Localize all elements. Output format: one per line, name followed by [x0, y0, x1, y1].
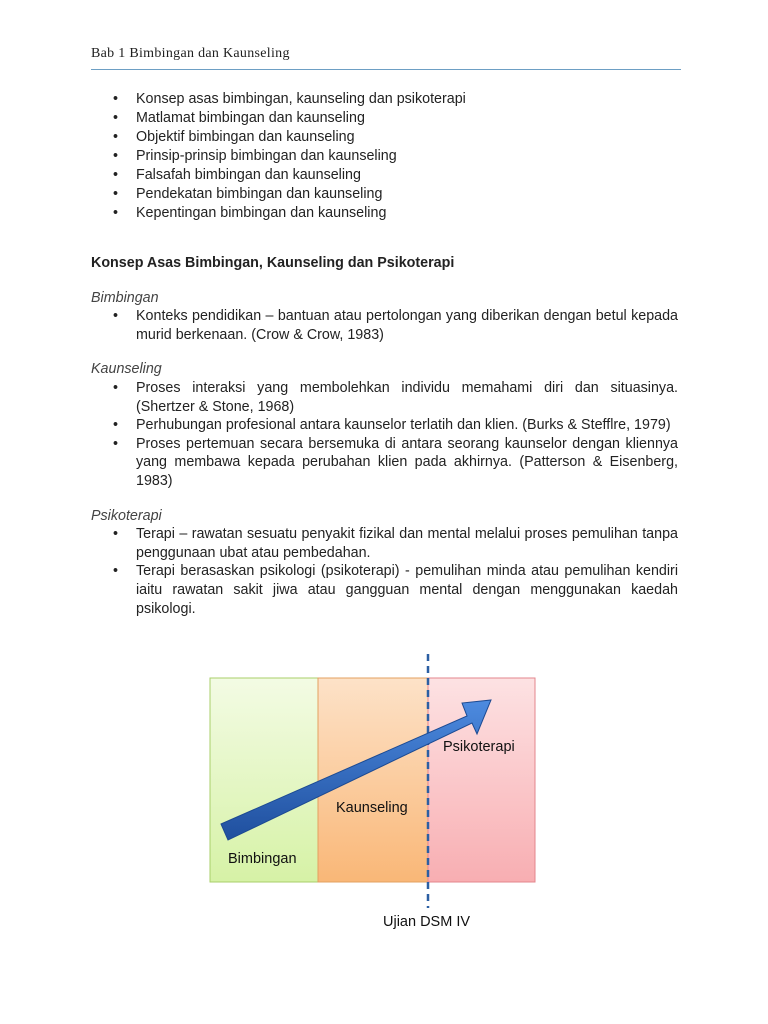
label-psikoterapi: Psikoterapi [443, 739, 515, 755]
section-title: Konsep Asas Bimbingan, Kaunseling dan Psikoterapi [91, 255, 455, 271]
subheading-psikoterapi: Psikoterapi [91, 507, 162, 524]
topic-item: • Objektif bimbingan dan kaunseling [91, 128, 678, 147]
label-kaunseling: Kaunseling [336, 800, 408, 816]
topic-item: • Konsep asas bimbingan, kaunseling dan psikoterapi [91, 90, 678, 109]
bimbingan-item: • Konteks pendidikan – bantuan atau pertolongan yang diberikan dengan betul kepada murid berkenaan. (Crow & Crow, 1983) [91, 307, 678, 344]
topic-item: • Matlamat bimbingan dan kaunseling [91, 109, 678, 128]
topic-list [91, 90, 678, 223]
topic-item: • Kepentingan bimbingan dan kaunseling [91, 204, 678, 223]
label-bimbingan: Bimbingan [228, 851, 297, 867]
kaunseling-item: • Proses pertemuan secara bersemuka di antara seorang kaunselor dengan kliennya yang membawa kepada perubahan klien pada akhirnya. (Patterson & Eisenberg, 1983) [91, 435, 678, 491]
psikoterapi-item: • Terapi berasaskan psikologi (psikoterapi) - pemulihan minda atau pemulihan kendiri iaitu rawatan sakit jiwa atau gangguan mental dengan menggunakan kaedah psikologi. [91, 562, 678, 618]
psikoterapi-list [91, 525, 678, 618]
page-content [91, 90, 678, 618]
label-dsm-iv: Ujian DSM IV [383, 914, 471, 930]
psikoterapi-item: • Terapi – rawatan sesuatu penyakit fizikal dan mental melalui proses pemulihan tanpa penggunaan ubat atau pembedahan. [91, 525, 678, 562]
subheading-bimbingan: Bimbingan [91, 289, 159, 306]
continuum-diagram [209, 652, 539, 942]
subheading-kaunseling: Kaunseling [91, 361, 162, 378]
topic-item: • Pendekatan bimbingan dan kaunseling [91, 185, 678, 204]
kaunseling-list [91, 379, 678, 491]
topic-item: • Prinsip-prinsip bimbingan dan kaunseling [91, 147, 678, 166]
bimbingan-list [91, 307, 678, 344]
kaunseling-item: • Perhubungan profesional antara kaunselor terlatih dan klien. (Burks & Stefflre, 1979) [91, 416, 678, 435]
running-header: Bab 1 Bimbingan dan Kaunseling [91, 46, 290, 61]
topic-item: • Falsafah bimbingan dan kaunseling [91, 166, 678, 185]
header-rule [91, 69, 681, 70]
continuum-svg [209, 652, 539, 942]
kaunseling-item: • Proses interaksi yang membolehkan individu memahami diri dan situasinya. (Shertzer & Stone, 1968) [91, 379, 678, 416]
